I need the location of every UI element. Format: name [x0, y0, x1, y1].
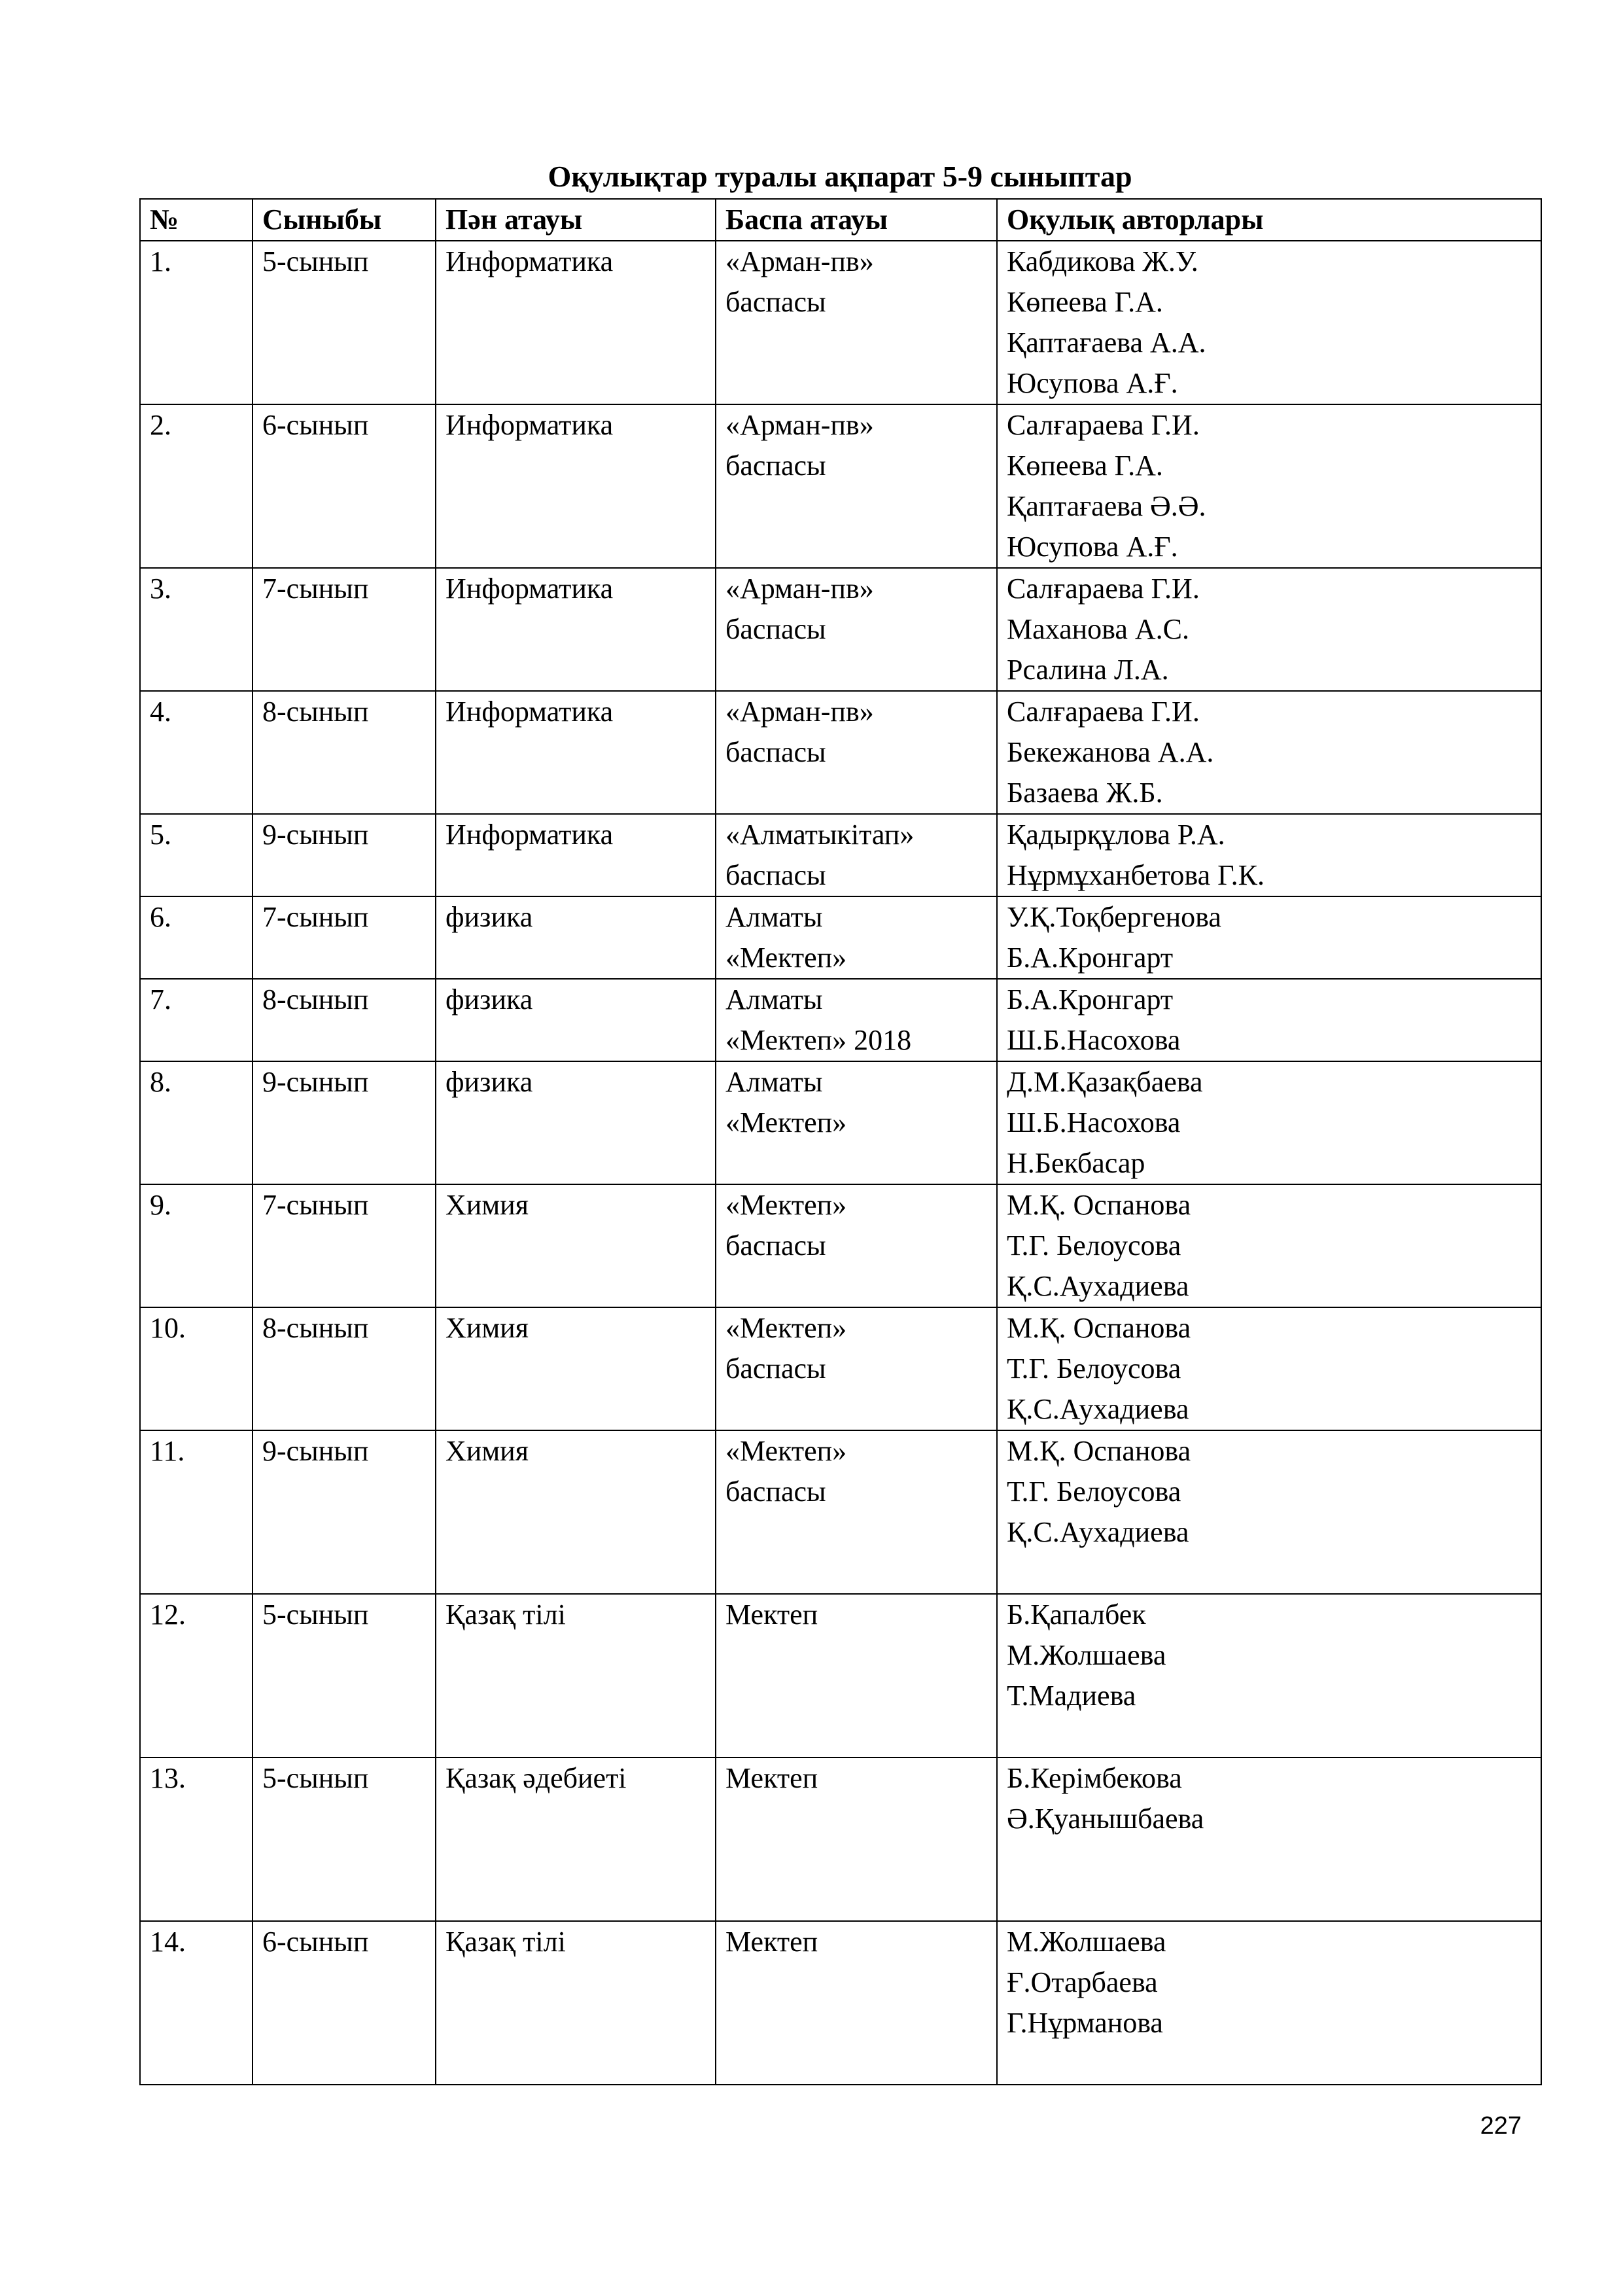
author-line: Бекежанова А.А. — [1007, 736, 1214, 768]
cell-num: 6. — [140, 896, 253, 979]
cell-publisher — [716, 1307, 997, 1430]
cell-authors — [997, 568, 1541, 691]
cell-subject: Химия — [436, 1307, 716, 1430]
cell-num: 14. — [140, 1921, 253, 2085]
cell-grade: 8-сынып — [253, 691, 436, 814]
author-line: Ә.Қуанышбаева — [1007, 1803, 1204, 1835]
publisher-line: «Алматыкітап» — [725, 819, 915, 851]
author-line: Б.Қапалбек — [1007, 1598, 1146, 1631]
cell-grade: 6-сынып — [253, 1921, 436, 2085]
author-line: Б.А.Кронгарт — [1007, 942, 1174, 974]
page-number: 227 — [1480, 2112, 1522, 2140]
author-line: Қаптағаева Ә.Ә. — [1007, 490, 1206, 522]
author-line: М.Қ. Оспанова — [1007, 1312, 1191, 1344]
author-line — [1007, 1553, 1531, 1593]
author-line: Т.Мадиева — [1007, 1680, 1136, 1712]
cell-grade: 5-сынып — [253, 1594, 436, 1757]
cell-num: 5. — [140, 814, 253, 896]
cell-num: 3. — [140, 568, 253, 691]
author-line: Салғараева Г.И. — [1007, 573, 1200, 605]
table-header-row — [140, 199, 1541, 241]
cell-publisher — [716, 404, 997, 568]
author-line: Т.Г. Белоусова — [1007, 1229, 1181, 1262]
publisher-line: «Арман-пв» — [725, 573, 874, 605]
author-line: Қадырқұлова Р.А. — [1007, 819, 1225, 851]
author-line — [1007, 1716, 1531, 1757]
cell-authors — [997, 241, 1541, 404]
cell-grade: 5-сынып — [253, 241, 436, 404]
table-row — [140, 896, 1541, 979]
author-line: Н.Бекбасар — [1007, 1147, 1145, 1179]
author-line: Ш.Б.Насохова — [1007, 1024, 1181, 1056]
cell-num: 1. — [140, 241, 253, 404]
cell-num: 4. — [140, 691, 253, 814]
publisher-line: Мектеп — [725, 1762, 818, 1794]
author-line: Нұрмұханбетова Г.К. — [1007, 859, 1265, 891]
cell-subject: физика — [436, 1061, 716, 1184]
author-line: Көпеева Г.А. — [1007, 450, 1163, 482]
cell-authors — [997, 1061, 1541, 1184]
cell-num: 10. — [140, 1307, 253, 1430]
cell-publisher — [716, 814, 997, 896]
author-line: Д.М.Қазақбаева — [1007, 1066, 1203, 1098]
author-line: Т.Г. Белоусова — [1007, 1475, 1181, 1508]
table-row — [140, 241, 1541, 404]
cell-authors — [997, 814, 1541, 896]
table-row — [140, 1307, 1541, 1430]
cell-authors — [997, 1921, 1541, 2085]
cell-grade: 9-сынып — [253, 1061, 436, 1184]
author-line: Қ.С.Аухадиева — [1007, 1516, 1189, 1548]
page-title: Оқулықтар туралы ақпарат 5-9 сыныптар — [548, 160, 1132, 193]
cell-publisher — [716, 1921, 997, 2085]
cell-authors — [997, 404, 1541, 568]
cell-grade: 8-сынып — [253, 979, 436, 1061]
publisher-line: «Мектеп» — [725, 942, 847, 974]
author-line: У.Қ.Тоқбергенова — [1007, 901, 1221, 933]
author-line: Қаптағаева А.А. — [1007, 327, 1206, 359]
author-line: Б.Керімбекова — [1007, 1762, 1182, 1794]
cell-num: 13. — [140, 1757, 253, 1921]
cell-subject: физика — [436, 896, 716, 979]
table-row — [140, 1757, 1541, 1921]
publisher-line: «Мектеп» — [725, 1189, 847, 1221]
author-line: М.Жолшаева — [1007, 1926, 1166, 1958]
publisher-line: «Мектеп» — [725, 1435, 847, 1467]
cell-num: 11. — [140, 1430, 253, 1594]
author-line: Рсалина Л.А. — [1007, 654, 1169, 686]
table-row — [140, 1061, 1541, 1184]
cell-subject: Химия — [436, 1184, 716, 1307]
cell-subject: физика — [436, 979, 716, 1061]
cell-publisher — [716, 1061, 997, 1184]
author-line — [1007, 1880, 1531, 1920]
cell-publisher — [716, 1430, 997, 1594]
author-line: Маханова А.С. — [1007, 613, 1189, 645]
cell-grade: 6-сынып — [253, 404, 436, 568]
cell-num: 9. — [140, 1184, 253, 1307]
publisher-line: Алматы — [725, 901, 823, 933]
cell-publisher — [716, 691, 997, 814]
author-line: Қ.С.Аухадиева — [1007, 1270, 1189, 1302]
publisher-line: баспасы — [725, 859, 826, 891]
publisher-line: «Мектеп» — [725, 1312, 847, 1344]
table-row — [140, 1430, 1541, 1594]
cell-subject: Информатика — [436, 241, 716, 404]
cell-num: 2. — [140, 404, 253, 568]
header-subject: Пән атауы — [436, 199, 716, 241]
table-row — [140, 404, 1541, 568]
table-row — [140, 979, 1541, 1061]
cell-grade: 7-сынып — [253, 896, 436, 979]
cell-subject: Информатика — [436, 814, 716, 896]
cell-grade: 9-сынып — [253, 814, 436, 896]
cell-subject: Қазақ әдебиеті — [436, 1757, 716, 1921]
author-line: М.Жолшаева — [1007, 1639, 1166, 1671]
cell-authors — [997, 1430, 1541, 1594]
author-line — [1007, 2043, 1531, 2084]
publisher-line: «Арман-пв» — [725, 409, 874, 441]
author-line: Юсупова А.Ғ. — [1007, 531, 1178, 563]
author-line: Салғараева Г.И. — [1007, 409, 1200, 441]
publisher-line: «Арман-пв» — [725, 245, 874, 277]
cell-subject: Информатика — [436, 404, 716, 568]
author-line: Г.Нұрманова — [1007, 2007, 1163, 2039]
author-line: Салғараева Г.И. — [1007, 696, 1200, 728]
table-row — [140, 1184, 1541, 1307]
publisher-line: Алматы — [725, 1066, 823, 1098]
author-line: Қ.С.Аухадиева — [1007, 1393, 1189, 1425]
author-line: Б.А.Кронгарт — [1007, 983, 1174, 1016]
cell-publisher — [716, 979, 997, 1061]
cell-num: 8. — [140, 1061, 253, 1184]
table-row — [140, 568, 1541, 691]
cell-grade: 7-сынып — [253, 1184, 436, 1307]
publisher-line: баспасы — [725, 1475, 826, 1508]
cell-authors — [997, 691, 1541, 814]
cell-authors — [997, 1594, 1541, 1757]
publisher-line: «Мектеп» 2018 — [725, 1024, 912, 1056]
publisher-line: Мектеп — [725, 1598, 818, 1631]
cell-num: 12. — [140, 1594, 253, 1757]
publisher-line: баспасы — [725, 736, 826, 768]
header-publisher: Баспа атауы — [716, 199, 997, 241]
header-num: № — [140, 199, 253, 241]
cell-num: 7. — [140, 979, 253, 1061]
table-body — [140, 241, 1541, 2085]
table-row — [140, 691, 1541, 814]
cell-publisher — [716, 1184, 997, 1307]
cell-grade: 8-сынып — [253, 1307, 436, 1430]
author-line: М.Қ. Оспанова — [1007, 1435, 1191, 1467]
publisher-line: «Мектеп» — [725, 1106, 847, 1139]
cell-subject: Қазақ тілі — [436, 1921, 716, 2085]
cell-authors — [997, 979, 1541, 1061]
cell-subject: Қазақ тілі — [436, 1594, 716, 1757]
cell-subject: Информатика — [436, 568, 716, 691]
publisher-line: баспасы — [725, 286, 826, 318]
cell-authors — [997, 1184, 1541, 1307]
cell-authors — [997, 1307, 1541, 1430]
cell-grade: 5-сынып — [253, 1757, 436, 1921]
publisher-line: Алматы — [725, 983, 823, 1016]
author-line: Ш.Б.Насохова — [1007, 1106, 1181, 1139]
author-line: Кабдикова Ж.У. — [1007, 245, 1198, 277]
header-authors: Оқулық авторлары — [997, 199, 1541, 241]
cell-authors — [997, 1757, 1541, 1921]
table-row — [140, 814, 1541, 896]
cell-authors — [997, 896, 1541, 979]
cell-publisher — [716, 241, 997, 404]
author-line — [1007, 1839, 1531, 1880]
cell-grade: 7-сынып — [253, 568, 436, 691]
cell-subject: Информатика — [436, 691, 716, 814]
table-row — [140, 1921, 1541, 2085]
author-line: Базаева Ж.Б. — [1007, 777, 1163, 809]
cell-subject: Химия — [436, 1430, 716, 1594]
header-grade: Сыныбы — [253, 199, 436, 241]
textbooks-table — [139, 198, 1542, 2085]
cell-publisher — [716, 568, 997, 691]
author-line: Ғ.Отарбаева — [1007, 1966, 1158, 1998]
author-line: М.Қ. Оспанова — [1007, 1189, 1191, 1221]
cell-publisher — [716, 1594, 997, 1757]
cell-publisher — [716, 1757, 997, 1921]
publisher-line: «Арман-пв» — [725, 696, 874, 728]
table-row — [140, 1594, 1541, 1757]
author-line: Көпеева Г.А. — [1007, 286, 1163, 318]
author-line: Т.Г. Белоусова — [1007, 1352, 1181, 1385]
publisher-line: баспасы — [725, 1352, 826, 1385]
publisher-line: баспасы — [725, 613, 826, 645]
publisher-line: Мектеп — [725, 1926, 818, 1958]
cell-grade: 9-сынып — [253, 1430, 436, 1594]
author-line: Юсупова А.Ғ. — [1007, 367, 1178, 399]
publisher-line: баспасы — [725, 450, 826, 482]
publisher-line: баспасы — [725, 1229, 826, 1262]
cell-publisher — [716, 896, 997, 979]
